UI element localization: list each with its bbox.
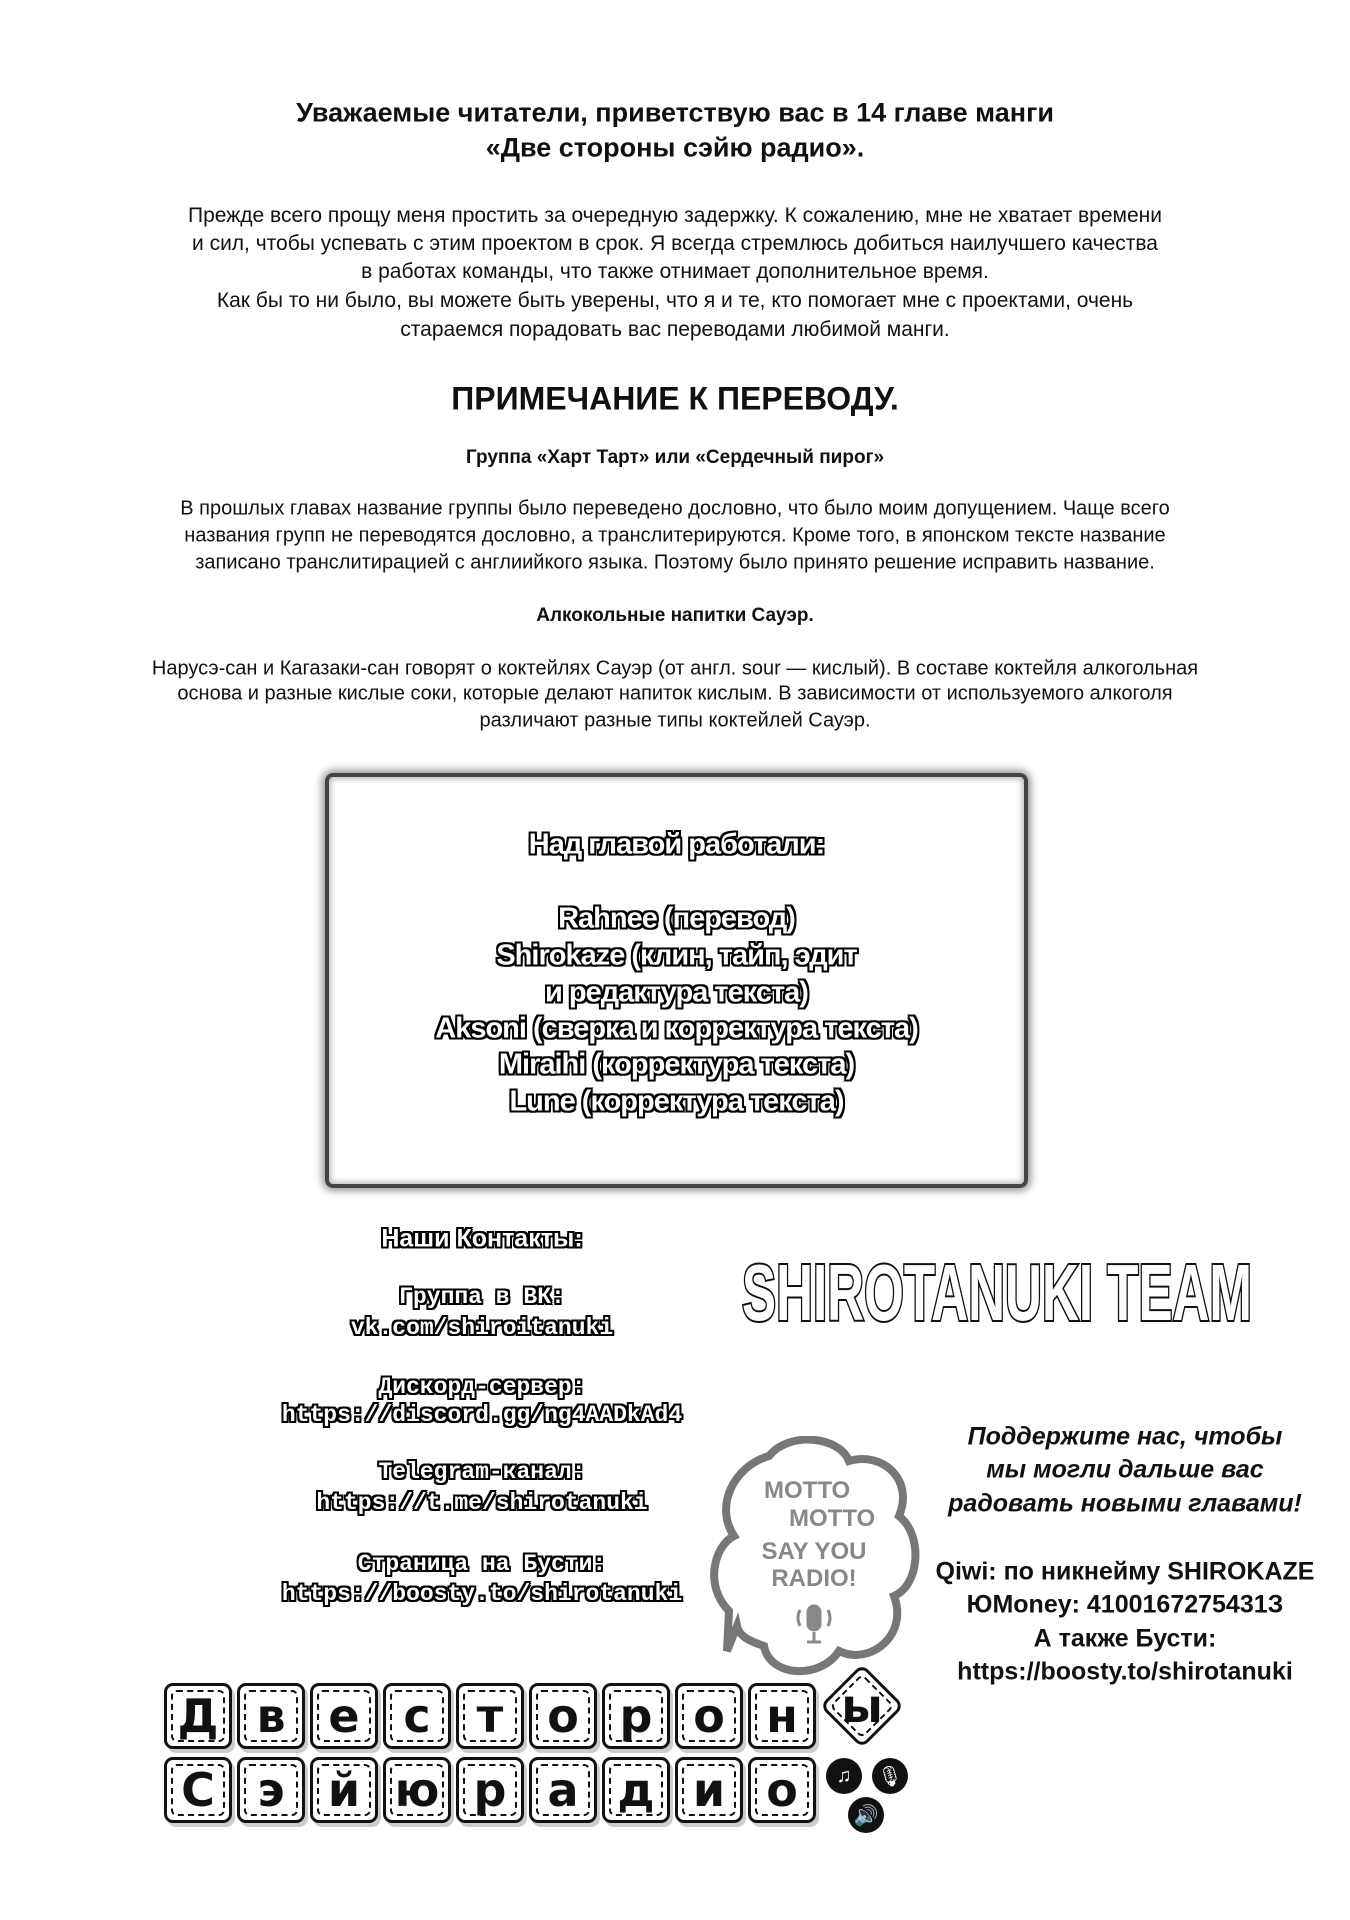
logo-letter: р xyxy=(619,1689,653,1743)
note-line: записано транслитирацией с англиийкого языка. Поэтому было принято решение исправить название. xyxy=(195,551,1155,574)
intro-paragraph-line: Прежде всего прощу меня простить за очередную задержку. К сожалению, мне не хватает времени xyxy=(188,204,1162,227)
credit-line: Lune (корректура текста) xyxy=(509,1085,844,1118)
intro-title-line: «Две стороны сэйю радио». xyxy=(485,132,865,163)
credit-line: и редактура текста) xyxy=(545,976,808,1009)
intro-paragraph-line: стараемся порадовать вас переводами любимой манги. xyxy=(400,318,950,341)
logo-tile xyxy=(748,1683,816,1749)
note-title: Группа «Харт Тарт» или «Сердечный пирог» xyxy=(465,447,885,468)
bubble-line: MOTTO xyxy=(764,1477,851,1504)
intro-paragraph-line: в работах команды, что также отнимает дополнительное время. xyxy=(361,260,989,283)
contact-label-boosty: Страница на Бусти: xyxy=(357,1551,607,1577)
contact-label-discord: Дискорд-сервер: xyxy=(378,1374,586,1400)
credits-title: Над главой работали: xyxy=(528,828,825,861)
logo-letter: о xyxy=(693,1689,725,1743)
logo-tile xyxy=(310,1683,378,1749)
music-note-icon: ♫ xyxy=(826,1758,862,1794)
logo-letter: о xyxy=(766,1763,798,1817)
logo-tile xyxy=(675,1683,743,1749)
credit-line: Rahnee (перевод) xyxy=(558,902,795,935)
payment-boosty-label: А также Бусти: xyxy=(1033,1624,1217,1653)
logo-tile xyxy=(164,1683,232,1749)
logo-letter: т xyxy=(476,1689,504,1743)
contact-link-boosty[interactable]: https://boosty.to/shirotanuki xyxy=(281,1581,683,1607)
logo-letter: ы xyxy=(841,1679,883,1733)
logo-letter: о xyxy=(547,1689,579,1743)
note-line: названия групп не переводятся дословно, а транслитерируются. Кроме того, в японском тексте название xyxy=(184,524,1166,547)
logo-letter: в xyxy=(256,1689,286,1743)
logo-tile xyxy=(310,1757,378,1823)
logo-letter: е xyxy=(328,1689,360,1743)
intro-paragraph-line: и сил, чтобы успевать с этим проектом в срок. Я всегда стремлюсь добиться наилучшего качества xyxy=(192,232,1158,255)
contact-link-vk[interactable]: vk.com/shiroitanuki xyxy=(350,1315,614,1341)
logo-tile xyxy=(602,1683,670,1749)
logo-letter: э xyxy=(257,1763,285,1817)
support-appeal-line: радовать новыми главами! xyxy=(948,1489,1302,1518)
contacts-heading: Наши Контакты: xyxy=(381,1224,583,1253)
logo-tile xyxy=(675,1757,743,1823)
logo-tile xyxy=(529,1757,597,1823)
notes-heading: ПРИМЕЧАНИЕ К ПЕРЕВОДУ. xyxy=(451,380,899,417)
logo-tile xyxy=(456,1683,524,1749)
bubble-line: MOTTO xyxy=(789,1505,876,1532)
logo-tile xyxy=(237,1683,305,1749)
microphone-icon: 🎙 xyxy=(872,1758,908,1794)
team-logo xyxy=(736,1245,1258,1335)
contact-link-discord[interactable]: https://discord.gg/ng4AADkAd4 xyxy=(281,1402,683,1428)
payment-boosty-link[interactable]: https://boosty.to/shirotanuki xyxy=(957,1657,1293,1686)
credit-line: Aksoni (сверка и корректура текста) xyxy=(435,1012,918,1045)
speaker-icon: 🔊 xyxy=(848,1797,884,1833)
logo-letter: С xyxy=(181,1763,215,1817)
logo-tile xyxy=(383,1683,451,1749)
contact-link-telegram[interactable]: https://t.me/shirotanuki xyxy=(316,1490,648,1516)
note-line: В прошлых главах название группы было переведено дословно, что было моим допущением. Чаще всего xyxy=(180,497,1170,520)
logo-letter: Д xyxy=(177,1689,219,1743)
logo-letter: с xyxy=(403,1689,431,1743)
note-line: основа и разные кислые соки, которые делают напиток кислым. В зависимости от используемого алкоголя xyxy=(177,682,1173,705)
logo-tile xyxy=(383,1757,451,1823)
logo-tile xyxy=(748,1757,816,1823)
team-logo-text: SHIROTANUKI TEAM xyxy=(742,1248,1252,1335)
note-title: Алкокольные напитки Сауэр. xyxy=(536,605,814,626)
intro-paragraph-line: Как бы то ни было, вы можете быть уверены, что я и те, кто помогает мне с проектами, очень xyxy=(216,289,1134,312)
logo-tile xyxy=(602,1757,670,1823)
intro-title-line: Уважаемые читатели, приветствую вас в 14 главе манги xyxy=(296,97,1054,128)
logo-tile xyxy=(529,1683,597,1749)
logo-tile xyxy=(456,1757,524,1823)
contact-label-telegram: Telegram-канал: xyxy=(378,1459,586,1485)
logo-letter: а xyxy=(547,1763,579,1817)
logo-tile xyxy=(164,1757,232,1823)
contact-label-vk: Группа в ВК: xyxy=(399,1284,565,1310)
credit-line: Shirokaze (клин, тайп, эдит xyxy=(496,939,857,972)
support-appeal-line: мы могли дальше вас xyxy=(986,1455,1264,1484)
bubble-line: SAY YOU xyxy=(761,1538,867,1565)
note-line: Нарусэ-сан и Кагазаки-сан говорят о коктейлях Сауэр (от англ. sour — кислый). В составе коктейля алкогольная xyxy=(151,657,1199,680)
logo-letter: и xyxy=(692,1763,726,1817)
support-appeal-line: Поддержите нас, чтобы xyxy=(967,1422,1283,1451)
logo-letter: н xyxy=(766,1689,798,1743)
logo-letter: д xyxy=(617,1763,655,1817)
credit-line: Miraihi (корректура текста) xyxy=(498,1048,855,1081)
bubble-line: RADIO! xyxy=(771,1565,857,1592)
logo-tile xyxy=(237,1757,305,1823)
payment-qiwi: Qiwi: по никнейму SHIROKAZE xyxy=(935,1557,1315,1586)
logo-letter: й xyxy=(327,1763,361,1817)
logo-letter: ю xyxy=(394,1763,440,1817)
motto-speech-bubble xyxy=(709,1436,923,1694)
note-line: различают разные типы коктейлей Сауэр. xyxy=(479,709,871,732)
logo-letter: р xyxy=(473,1763,507,1817)
payment-yumoney: ЮMoney: 4100167275431З xyxy=(966,1590,1284,1619)
